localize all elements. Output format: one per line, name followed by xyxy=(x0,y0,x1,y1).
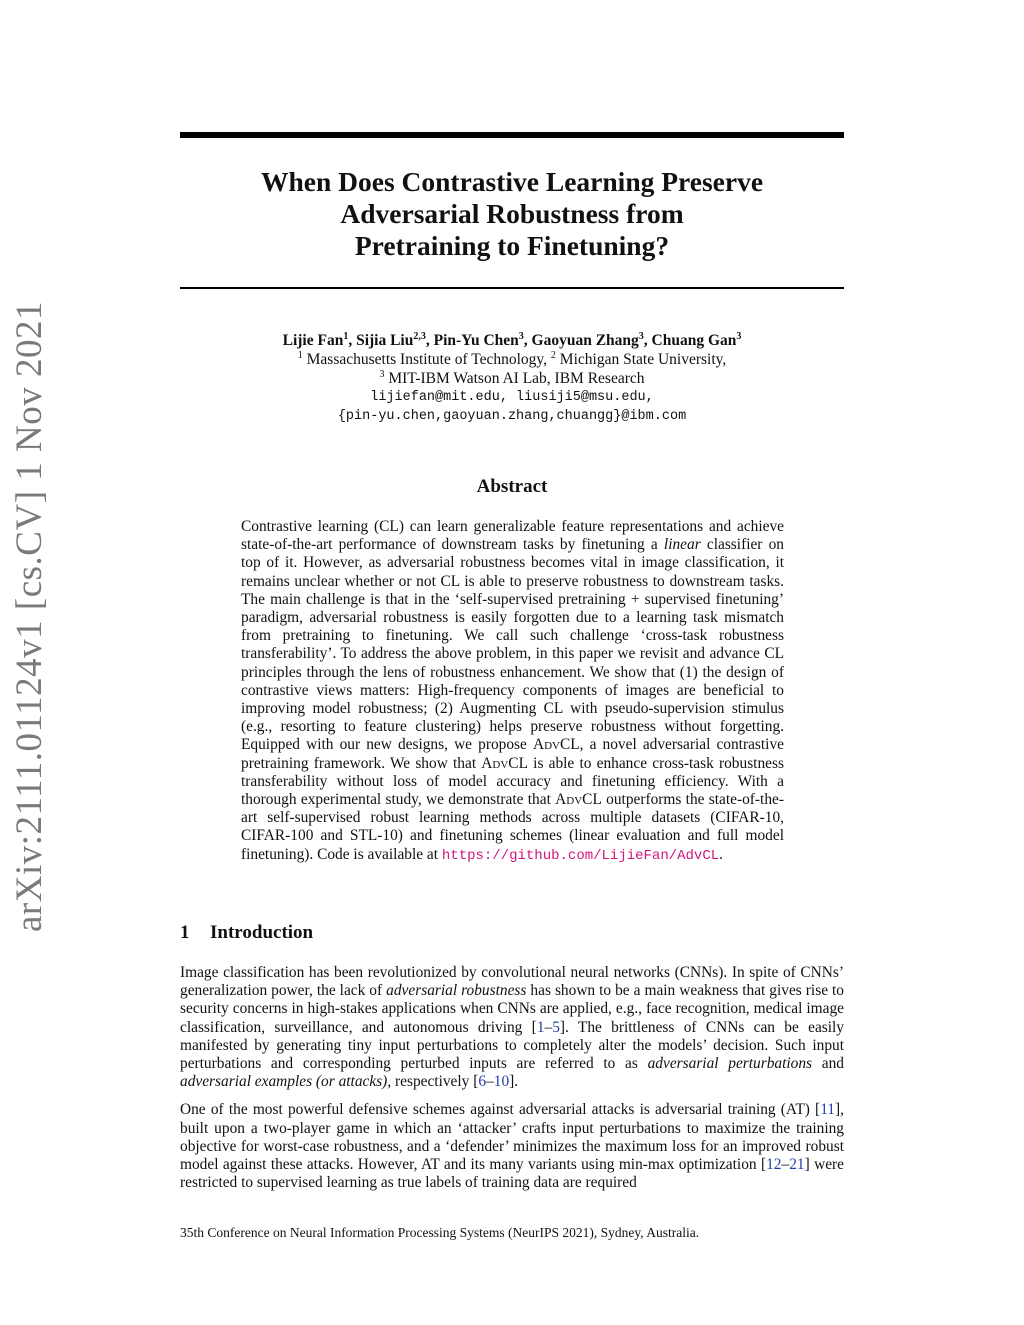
paragraph xyxy=(180,1101,844,1192)
title-rule-top xyxy=(180,132,844,138)
author-affiliation-mark: 3 xyxy=(638,330,644,342)
abstract-heading: Abstract xyxy=(476,476,548,497)
author-names: Lijie Fan$^1$, Sijia Liu$^{2,3}$, Pin-Yu Chen$^3$, Gaoyuan Zhang$^3$, Chuang Gan$^3$ xyxy=(282,330,742,349)
body-text: One of the most powerful defensive schemes against adversarial attacks is adversarial training (AT) [ xyxy=(180,1101,821,1119)
paper-title xyxy=(180,166,844,262)
author-affiliation-mark: 3 xyxy=(518,330,524,342)
abstract-text: is able to enhance cross-task robustness transferability without loss of model accuracy and finetuning efficiency. With a thorough experimental study, we demonstrate that xyxy=(241,754,784,809)
body-emphasis: adversarial examples (or attacks) xyxy=(180,1073,388,1091)
author-affiliation-mark: 3 xyxy=(736,330,742,342)
conference-footnote: 35th Conference on Neural Information Processing Systems (NeurIPS 2021), Sydney, Australia. xyxy=(180,1225,700,1240)
body-emphasis: adversarial robustness xyxy=(386,982,527,1000)
body-text: , respectively [ xyxy=(387,1073,479,1091)
abstract-body xyxy=(241,518,784,865)
citation-link[interactable]: 12 xyxy=(766,1156,782,1174)
body-text: ] were restricted to supervised learning as true labels of training data are required xyxy=(180,1156,845,1192)
citation-link[interactable]: 6 xyxy=(478,1073,487,1091)
affiliation-line xyxy=(180,350,844,369)
abstract-text: Contrastive learning (CL) can learn generalizable feature representations and achieve state-of-the-art performance of downstream tasks by finetuning a xyxy=(241,518,784,554)
citation-link[interactable]: 21 xyxy=(789,1156,805,1174)
body-emphasis: adversarial perturbations xyxy=(647,1055,813,1073)
affiliation: MIT-IBM Watson AI Lab, IBM Research xyxy=(388,370,645,387)
citation-link[interactable]: 5 xyxy=(552,1018,560,1036)
abstract-emphasis: linear xyxy=(663,536,701,554)
introduction-body xyxy=(180,964,844,1202)
author-name: Lijie Fan xyxy=(282,332,344,349)
body-text: ]. xyxy=(509,1073,519,1091)
method-name: AdvCL xyxy=(555,791,602,809)
body-text: Image classification has been revolutionized by convolutional neural networks (CNNs). In spite of CNNs’ generalization power, the lack of xyxy=(180,964,844,1000)
paragraph xyxy=(180,964,844,1091)
title-line: Adversarial Robustness from xyxy=(340,198,684,229)
affiliation-mark: 1 xyxy=(297,349,303,361)
affiliation-mark: 3 xyxy=(379,368,385,380)
body-text: – xyxy=(781,1156,790,1174)
author-affiliation-mark: 1 xyxy=(343,330,349,342)
abstract-text: classifier on top of it. However, as adversarial robustness becomes vital in image classification, it remains unclear whether or not CL is able to preserve robustness to downstream tasks. The main challenge is that in the ‘self-supervised pretraining + supervised finetuning’ paradigm, adversarial robustness is easily forgotten due to a learning task mismatch from pretraining to finetuning. We call such challenge ‘cross-task robustness transferability’. To address the above problem, in this paper we revisit and advance CL principles through the lens of robustness enhancement. We show that (1) the design of contrastive views matters: High-frequency components of images are beneficial to improving model robustness; (2) Augmenting CL with pseudo-supervision stimulus (e.g., resorting to feature clustering) helps preserve robustness without forgetting. Equipped with our new designs, we propose xyxy=(241,536,784,754)
affiliation-line xyxy=(180,369,844,388)
section-number: 1 xyxy=(180,922,190,943)
title-rule-bottom xyxy=(180,287,844,289)
body-text: has shown to be a main weakness that gives rise to security concerns in high-stakes applications when CNNs are applied, e.g., face recognition, medical image classification, surveillance, and autonomous driving [ xyxy=(180,982,844,1036)
author-name: Sijia Liu xyxy=(356,332,414,349)
author-name: Chuang Gan xyxy=(651,332,737,349)
body-text: ], built upon a two-player game in which an ‘attacker’ crafts input perturbations to maximize the training objective for worst-case robustness, and a ‘defender’ minimizes the maximum loss for an improved robust model against these attacks. However, AT and its many variants using min-max optimization [ xyxy=(180,1101,844,1174)
code-link[interactable]: https://github.com/LijieFan/AdvCL xyxy=(441,847,720,864)
title-line: Pretraining to Finetuning? xyxy=(354,230,670,261)
affiliation: Michigan State University, xyxy=(559,351,727,368)
author-emails: {pin-yu.chen,gaoyuan.zhang,chuangg}@ibm.com xyxy=(337,409,687,424)
title-line: When Does Contrastive Learning Preserve xyxy=(260,166,764,197)
section-heading xyxy=(180,922,313,944)
body-text: and xyxy=(821,1055,844,1073)
body-text: – xyxy=(544,1018,553,1036)
author-block xyxy=(180,331,844,426)
abstract-text: . xyxy=(719,845,723,863)
affiliation: Massachusetts Institute of Technology, xyxy=(306,351,548,368)
section-title: Introduction xyxy=(210,922,314,943)
author-emails: lijiefan@mit.edu, liusiji5@msu.edu, xyxy=(370,390,654,405)
citation-link[interactable]: 10 xyxy=(493,1073,510,1091)
author-name: Pin-Yu Chen xyxy=(433,332,519,349)
affiliation-mark: 2 xyxy=(550,349,556,361)
body-text: ]. The brittleness of CNNs can be easily manifested by generating tiny input perturbations to completely alter the models’ decision. Such input perturbations and corresponding perturbed inputs are referred to as xyxy=(180,1018,845,1073)
body-text: – xyxy=(486,1073,494,1091)
citation-link[interactable]: 11 xyxy=(820,1101,836,1119)
abstract-text: outperforms the state-of-the-art self-supervised robust learning methods across multiple datasets (CIFAR-10, CIFAR-100 and STL-10) and finetuning schemes (linear evaluation and full model finetuning). Code is available at xyxy=(241,791,784,863)
citation-link[interactable]: 1 xyxy=(536,1018,545,1036)
method-name: AdvCL xyxy=(532,736,580,754)
arxiv-identifier: arXiv:2111.01124v1 [cs.CV] 1 Nov 2021 xyxy=(9,301,50,932)
author-name: Gaoyuan Zhang xyxy=(531,332,639,349)
abstract-text: , a novel adversarial contrastive pretraining framework. We show that xyxy=(241,736,784,772)
author-affiliation-mark: 2,3 xyxy=(413,330,426,342)
method-name: AdvCL xyxy=(481,754,528,772)
